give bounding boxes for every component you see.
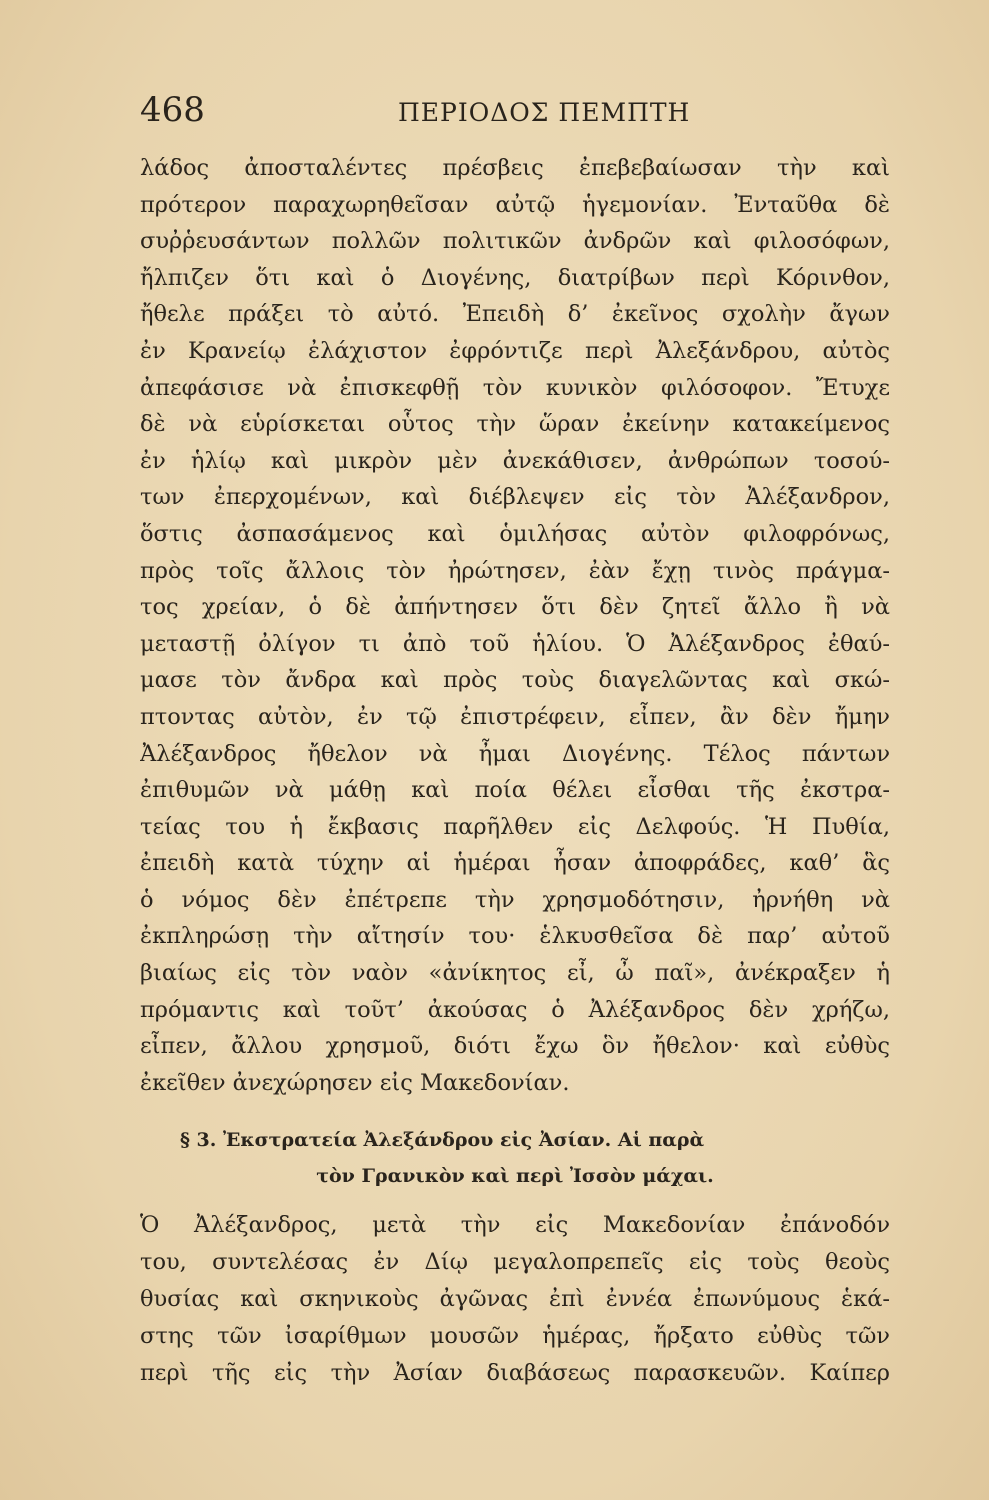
text-line: δὲ νὰ εὑρίσκεται οὗτος τὴν ὥραν ἐκείνην κατακείμενος xyxy=(140,411,890,438)
text-line: πρότερον παραχωρηθεῖσαν αὐτῷ ἡγεμονίαν. Ἐνταῦθα δὲ xyxy=(140,191,890,218)
text-line: πτοντας αὐτὸν, ἐν τῷ ἐπιστρέφειν, εἶπεν, ἂν δὲν ἤμην xyxy=(140,703,890,730)
text-line: συῤῥευσάντων πολλῶν πολιτικῶν ἀνδρῶν καὶ φιλοσόφων, xyxy=(140,228,890,255)
paragraph-2 xyxy=(140,1207,890,1392)
text-line: του, συντελέσας ἐν Δίῳ μεγαλοπρεπεῖς εἰς τοὺς θεοὺς xyxy=(140,1249,890,1275)
text-line: θυσίας καὶ σκηνικοὺς ἀγῶνας ἐπὶ ἐννέα ἐπωνύμους ἑκά- xyxy=(140,1286,890,1312)
text-line: ἤλπιζεν ὅτι καὶ ὁ Διογένης, διατρίβων περὶ Κόρινθον, xyxy=(140,264,890,291)
paragraph-1 xyxy=(140,150,890,1101)
text-line: ἐπιθυμῶν νὰ μάθῃ καὶ ποία θέλει εἶσθαι τῆς ἐκστρα- xyxy=(140,777,890,804)
page-number: 468 xyxy=(140,90,205,130)
text-line: ἐν ἡλίῳ καὶ μικρὸν μὲν ἀνεκάθισεν, ἀνθρώπων τοσού- xyxy=(140,447,890,474)
text-line: των ἐπερχομένων, καὶ διέβλεψεν εἰς τὸν Ἀλέξανδρον, xyxy=(140,484,890,511)
text-line: πρόμαντις καὶ τοῦτ’ ἀκούσας ὁ Ἀλέξανδρος δὲν χρήζω, xyxy=(140,996,890,1023)
text-line: περὶ τῆς εἰς τὴν Ἀσίαν διαβάσεως παρασκευῶν. Καίπερ xyxy=(140,1360,890,1386)
text-line: ἀπεφάσισε νὰ ἐπισκεφθῇ τὸν κυνικὸν φιλόσοφον. Ἔτυχε xyxy=(140,374,890,401)
text-line: βιαίως εἰς τὸν ναὸν «ἀνίκητος εἶ, ὦ παῖ», ἀνέκραξεν ἡ xyxy=(140,960,890,987)
text-line: ἐν Κρανείῳ ἐλάχιστον ἐφρόντιζε περὶ Ἀλεξάνδρου, αὐτὸς xyxy=(140,337,890,364)
section-heading-line-2: τὸν Γρανικὸν καὶ περὶ Ἰσσὸν μάχαι. xyxy=(316,1165,714,1187)
text-line: εἶπεν, ἄλλου χρησμοῦ, διότι ἔχω ὃν ἤθελον· καὶ εὐθὺς xyxy=(140,1033,890,1060)
text-line: Ἀλέξανδρος ἤθελον νὰ ἦμαι Διογένης. Τέλος πάντων xyxy=(140,740,890,767)
text-line: ἐκπληρώσῃ τὴν αἴτησίν του· ἑλκυσθεῖσα δὲ παρ’ αὐτοῦ xyxy=(140,923,890,950)
text-line: μασε τὸν ἄνδρα καὶ πρὸς τοὺς διαγελῶντας καὶ σκώ- xyxy=(140,667,890,694)
text-line: ἐκεῖθεν ἀνεχώρησεν εἰς Μακεδονίαν. xyxy=(140,1069,570,1096)
text-line: στης τῶν ἰσαρίθμων μουσῶν ἡμέρας, ἤρξατο εὐθὺς τῶν xyxy=(140,1323,890,1349)
text-line: τος χρείαν, ὁ δὲ ἀπήντησεν ὅτι δὲν ζητεῖ ἄλλο ἢ νὰ xyxy=(140,594,890,621)
text-line: ὅστις ἀσπασάμενος καὶ ὁμιλήσας αὐτὸν φιλοφρόνως, xyxy=(140,520,890,547)
section-heading xyxy=(180,1122,890,1194)
running-head: ΠΕΡΙΟΔΟΣ ΠΕΜΠΤΗ xyxy=(398,98,691,127)
text-line: λάδος ἀποσταλέντες πρέσβεις ἐπεβεβαίωσαν τὴν καὶ xyxy=(140,155,890,181)
text-line: ἤθελε πράξει τὸ αὐτό. Ἐπειδὴ δ’ ἐκεῖνος σχολὴν ἄγων xyxy=(140,301,890,328)
text-line: ἐπειδὴ κατὰ τύχην αἱ ἡμέραι ἦσαν ἀποφράδες, καθ’ ἃς xyxy=(140,850,890,877)
section-heading-line-1: § 3. Ἐκστρατεία Ἀλεξάνδρου εἰς Ἀσίαν. Αἱ παρὰ xyxy=(180,1129,705,1151)
page-header xyxy=(140,90,890,140)
text-line: μεταστῇ ὀλίγον τι ἀπὸ τοῦ ἡλίου. Ὁ Ἀλέξανδρος ἐθαύ- xyxy=(140,630,890,657)
text-line: τείας του ἡ ἔκβασις παρῆλθεν εἰς Δελφούς. Ἡ Πυθία, xyxy=(140,813,890,840)
text-line: Ὁ Ἀλέξανδρος, μετὰ τὴν εἰς Μακεδονίαν ἐπάνοδόν xyxy=(140,1212,890,1238)
text-line: ὁ νόμος δὲν ἐπέτρεπε τὴν χρησμοδότησιν, ἠρνήθη νὰ xyxy=(140,886,890,913)
text-line: πρὸς τοῖς ἄλλοις τὸν ἠρώτησεν, ἐὰν ἔχῃ τινὸς πράγμα- xyxy=(140,557,890,584)
